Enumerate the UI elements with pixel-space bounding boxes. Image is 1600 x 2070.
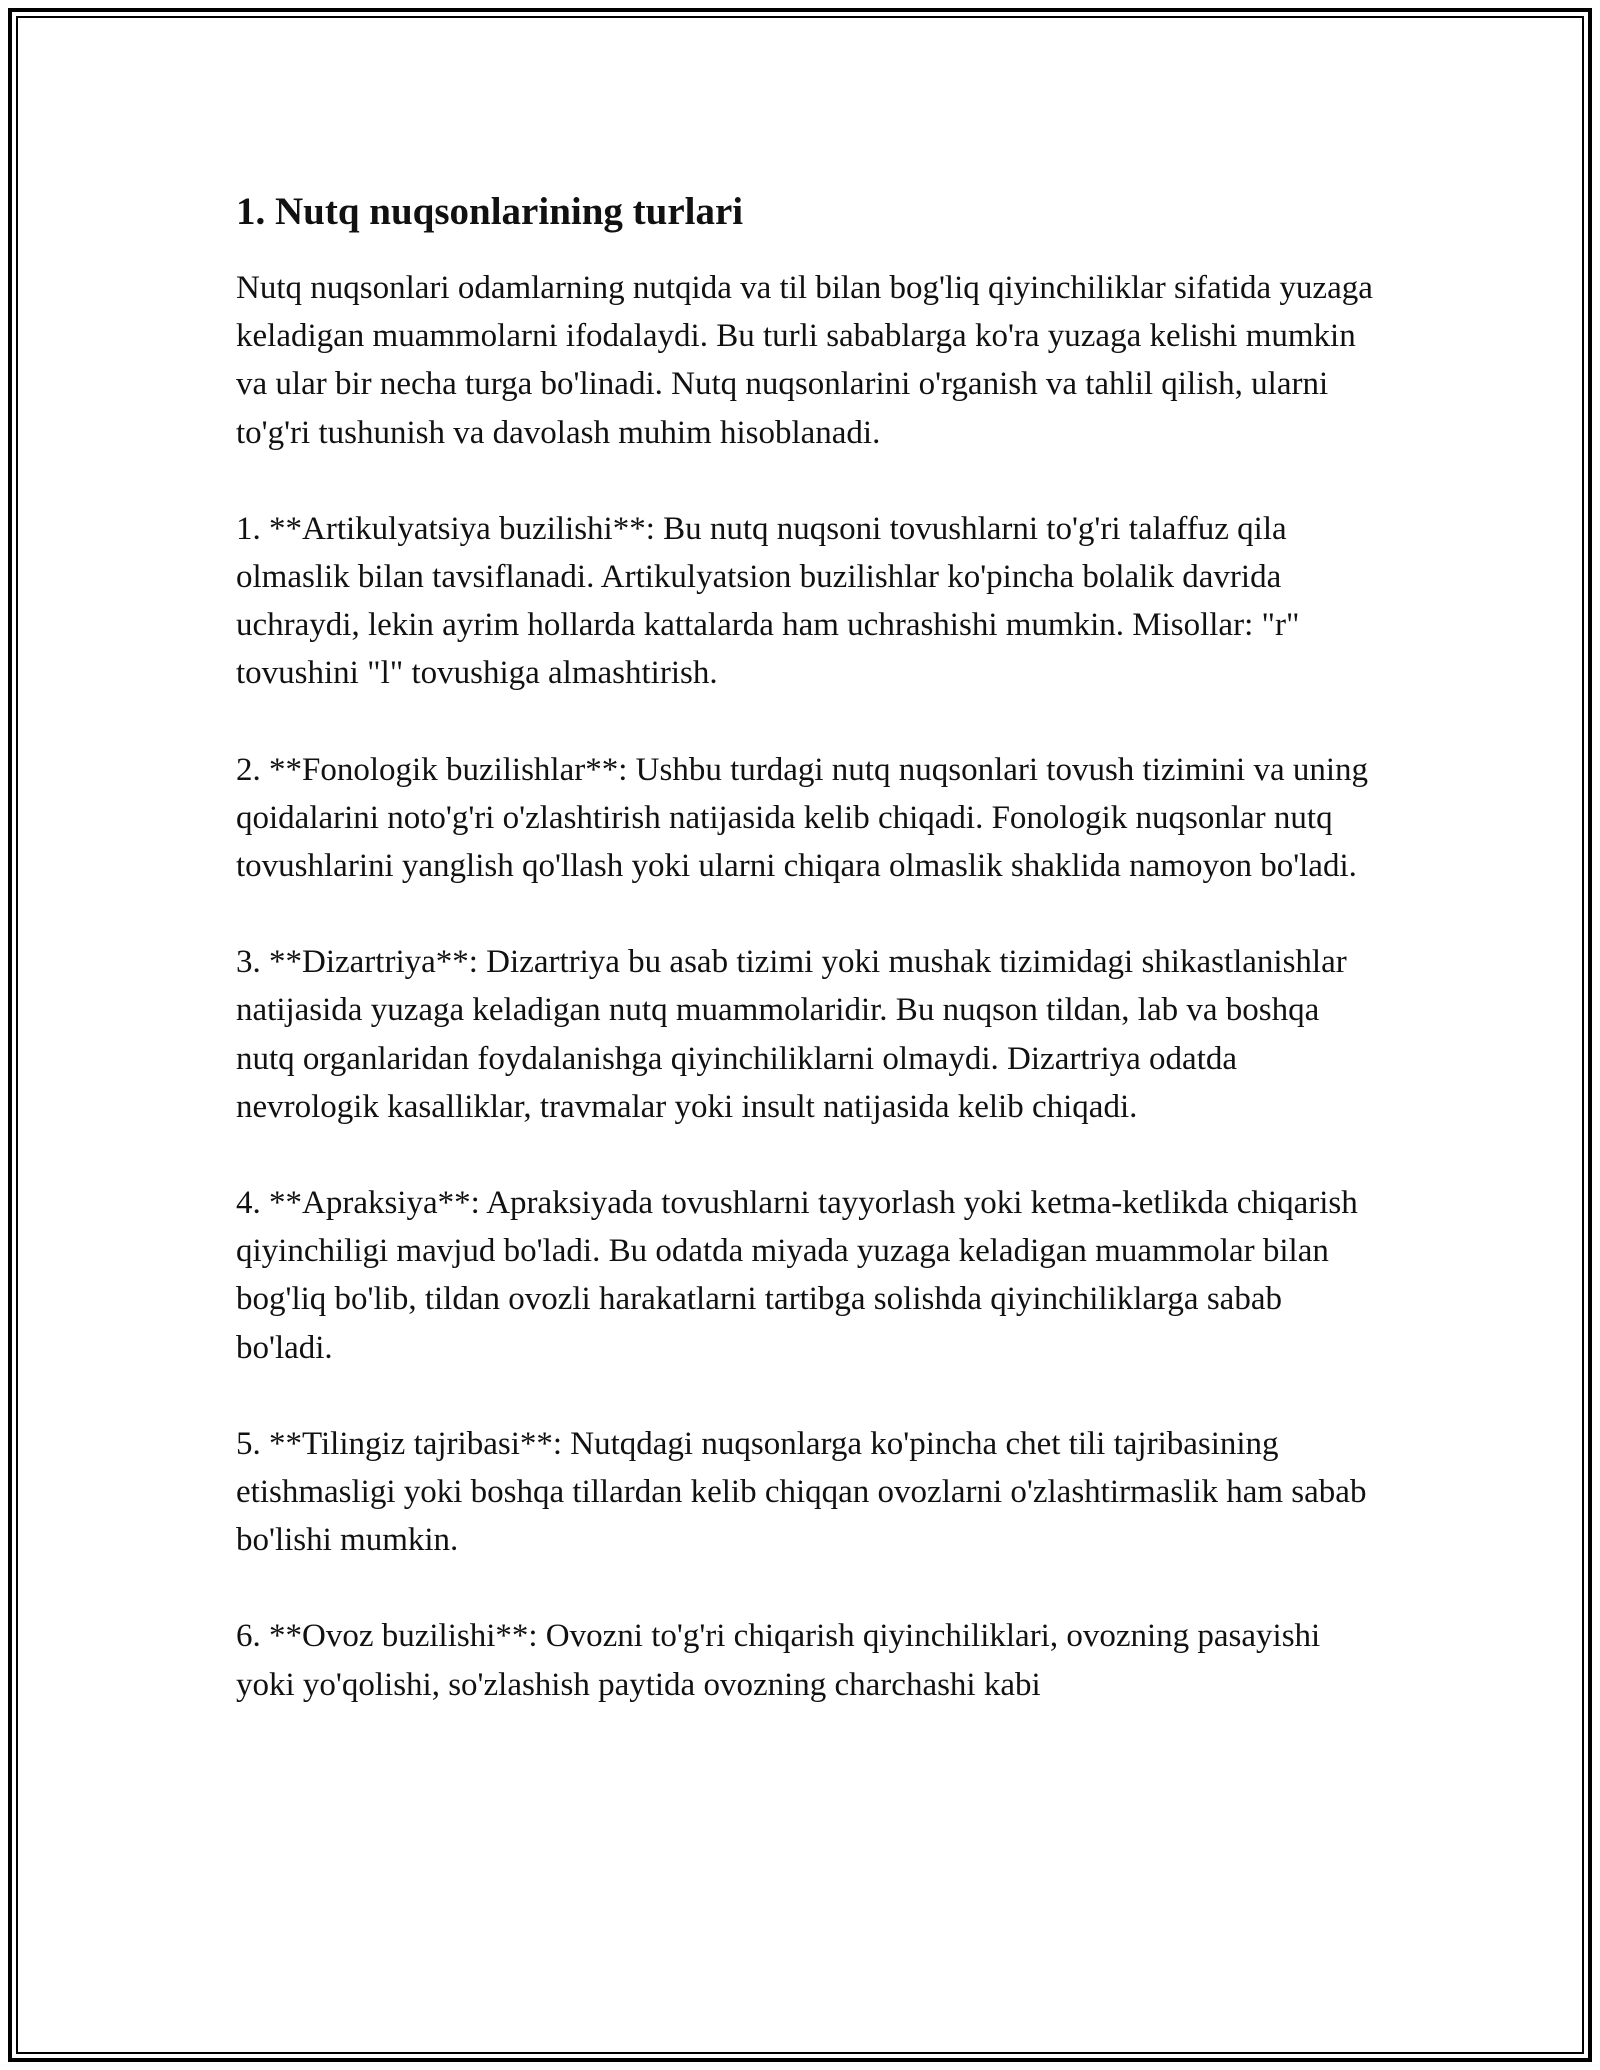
list-item-language-experience: 5. **Tilingiz tajribasi**: Nutqdagi nuqsonlarga ko'pincha chet tili tajribasining etishmasligi yoki boshqa tillardan kelib chiqqan ovozlarni o'zlashtirmaslik ham sabab bo'lishi mumkin.	[236, 1425, 1367, 1559]
list-item-dysarthria: 3. **Dizartriya**: Dizartriya bu asab tizimi yoki mushak tizimidagi shikastlanishlar natijasida yuzaga keladigan nutq muammolaridir. Bu nuqson tildan, lab va boshqa nutq organlaridan foydalanishga qiyinchiliklarni olmaydi. Dizartriya odatda nevrologik kasalliklar, travmalar yoki insult natijasida kelib chiqadi.	[236, 944, 1347, 1125]
document-body	[236, 186, 1386, 1757]
list-item-apraxia: 4. **Apraksiya**: Apraksiyada tovushlarni tayyorlash yoki ketma-ketlikda chiqarish qiyinchiligi mavjud bo'ladi. Bu odatda miyada yuzaga keladigan muammolar bilan bog'liq bo'lib, tildan ovozli harakatlarni tartibga solishda qiyinchiliklarga sabab bo'ladi.	[236, 1185, 1358, 1366]
list-item-voice-disorder: 6. **Ovoz buzilishi**: Ovozni to'g'ri chiqarish qiyinchiliklari, ovozning pasayishi yoki yo'qolishi, so'zlashish paytida ovozning charchashi kabi	[236, 1618, 1321, 1703]
list-item-phonological: 2. **Fonologik buzilishlar**: Ushbu turdagi nutq nuqsonlari tovush tizimini va uning qoidalarini noto'g'ri o'zlashtirish natijasida kelib chiqadi. Fonologik nuqsonlar nutq tovushlarini yanglish qo'llash yoki ularni chiqara olmaslik shaklida namoyon bo'ladi.	[236, 751, 1369, 885]
document-title: 1. Nutq nuqsonlarining turlari	[236, 190, 744, 233]
list-item-articulation: 1. **Artikulyatsiya buzilishi**: Bu nutq nuqsoni tovushlarni to'g'ri talaffuz qila olmaslik bilan tavsiflanadi. Artikulyatsion buzilishlar ko'pincha bolalik davrida uchraydi, lekin ayrim hollarda kattalarda ham uchrashishi mumkin. Misollar: "r" tovushini "l" tovushiga almashtirish.	[236, 510, 1300, 692]
intro-paragraph: Nutq nuqsonlari odamlarning nutqida va til bilan bog'liq qiyinchiliklar sifatida yuzaga keladigan muammolarni ifodalaydi. Bu turli sabablarga ko'ra yuzaga kelishi mumkin va ular bir necha turga bo'linadi. Nutq nuqsonlarini o'rganish va tahlil qilish, ularni to'g'ri tushunish va davolash muhim hisoblanadi.	[236, 270, 1373, 451]
